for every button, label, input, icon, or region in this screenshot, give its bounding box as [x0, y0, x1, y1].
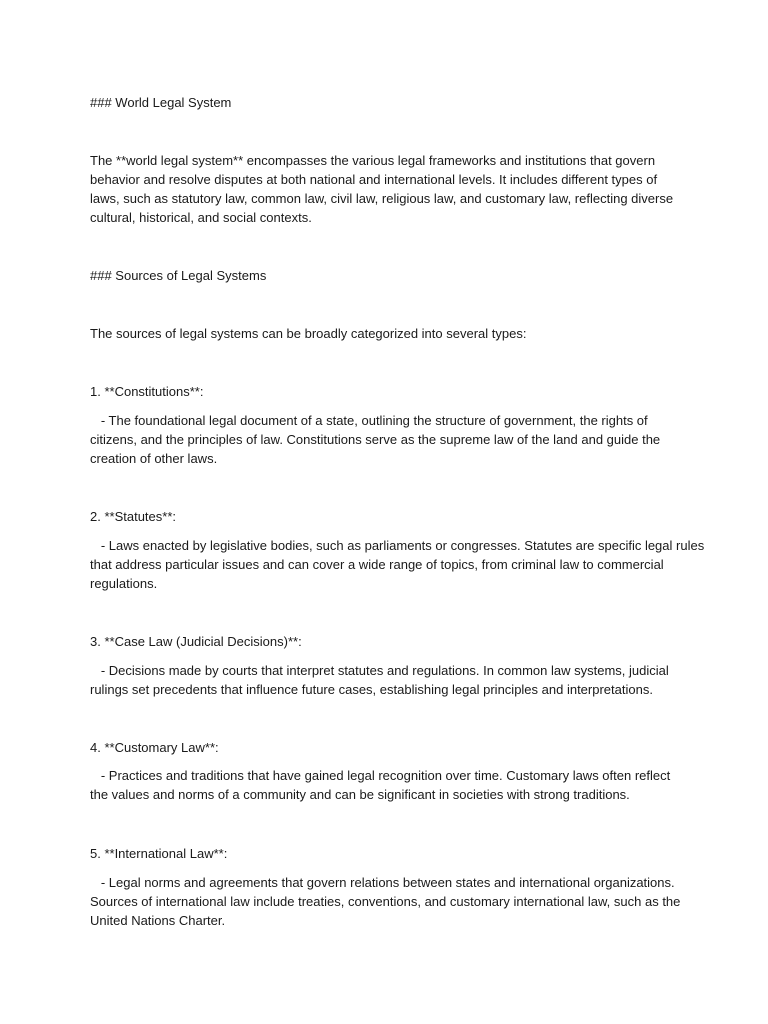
item-4-title: 4. **Customary Law**: — [90, 740, 219, 755]
item-4-line-1: - Practices and traditions that have gained legal recognition over time. Customary laws often reflect — [90, 768, 671, 783]
item-5-line-2: Sources of international law include treaties, conventions, and customary international law, such as the — [90, 894, 681, 909]
item-3-line-2: rulings set precedents that influence future cases, establishing legal principles and interpretations. — [90, 682, 653, 697]
item-2-title: 2. **Statutes**: — [90, 509, 176, 524]
item-1-line-1: - The foundational legal document of a state, outlining the structure of government, the rights of — [90, 413, 648, 428]
intro-line-2: behavior and resolve disputes at both national and international levels. It includes different types of — [90, 172, 658, 187]
intro-line-4: cultural, historical, and social contexts. — [90, 210, 312, 225]
item-2-line-1: - Laws enacted by legislative bodies, such as parliaments or congresses. Statutes are specific legal rules — [90, 538, 705, 553]
item-1-title: 1. **Constitutions**: — [90, 384, 204, 399]
intro-line-1: The **world legal system** encompasses the various legal frameworks and institutions that govern — [90, 153, 656, 168]
item-2-line-2: that address particular issues and can cover a wide range of topics, from criminal law to commercial — [90, 557, 664, 572]
intro-line-3: laws, such as statutory law, common law, civil law, religious law, and customary law, reflecting diverse — [90, 191, 674, 206]
item-4-line-2: the values and norms of a community and can be significant in societies with strong traditions. — [90, 787, 630, 802]
heading-sources-of-legal-systems: ### Sources of Legal Systems — [90, 268, 267, 283]
item-5-title: 5. **International Law**: — [90, 846, 228, 861]
item-3-line-1: - Decisions made by courts that interpret statutes and regulations. In common law systems, judicial — [90, 663, 669, 678]
heading-world-legal-system: ### World Legal System — [90, 95, 232, 110]
item-5-line-3: United Nations Charter. — [90, 913, 226, 928]
sources-intro: The sources of legal systems can be broadly categorized into several types: — [90, 326, 527, 341]
item-1-line-2: citizens, and the principles of law. Constitutions serve as the supreme law of the land and guide the — [90, 432, 661, 447]
item-3-title: 3. **Case Law (Judicial Decisions)**: — [90, 634, 302, 649]
item-2-line-3: regulations. — [90, 576, 158, 591]
item-5-line-1: - Legal norms and agreements that govern relations between states and international organizations. — [90, 875, 675, 890]
item-1-line-3: creation of other laws. — [90, 451, 218, 466]
